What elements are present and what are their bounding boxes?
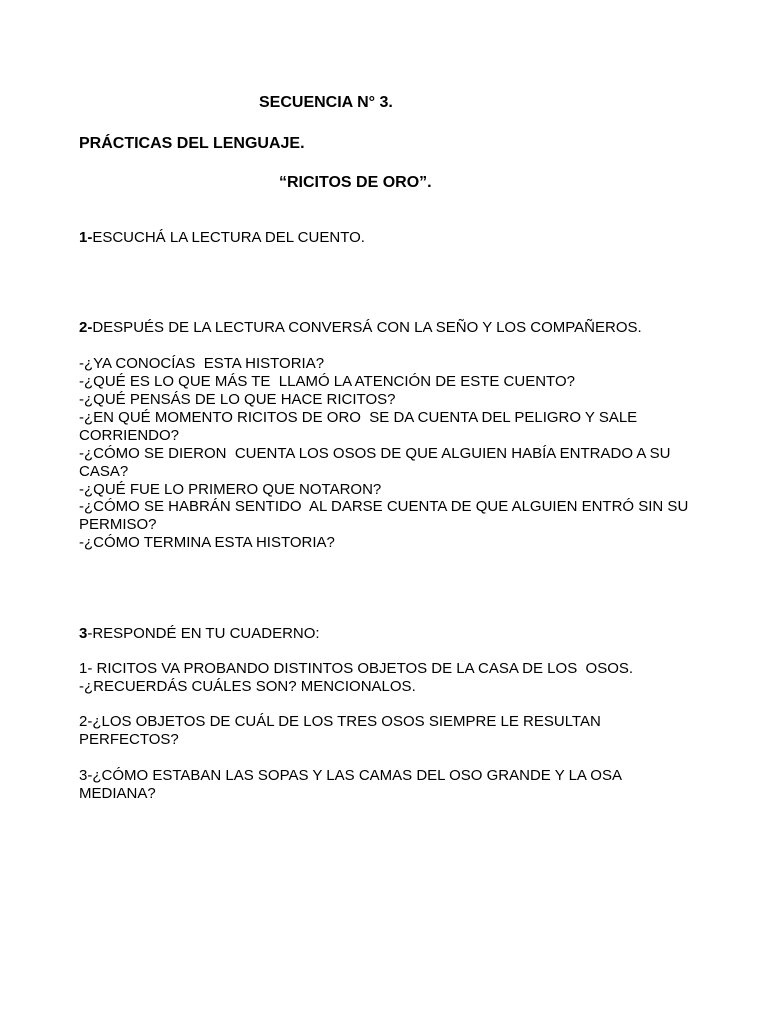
question-line: -¿CÓMO SE DIERON CUENTA LOS OSOS DE QUE ALGUIEN HABÍA ENTRADO A SU bbox=[79, 445, 671, 462]
question-line: -¿QUÉ PENSÁS DE LO QUE HACE RICITOS? bbox=[79, 391, 396, 408]
question-line: -¿QUÉ FUE LO PRIMERO QUE NOTARON? bbox=[79, 481, 382, 498]
section-1-text: ESCUCHÁ LA LECTURA DEL CUENTO. bbox=[92, 229, 365, 246]
section-3 bbox=[79, 625, 320, 643]
question-1-line-1: 1- RICITOS VA PROBANDO DISTINTOS OBJETOS DE LA CASA DE LOS OSOS. bbox=[79, 660, 634, 677]
question-line: -¿EN QUÉ MOMENTO RICITOS DE ORO SE DA CUENTA DEL PELIGRO Y SALE bbox=[79, 409, 638, 426]
section-2-text: DESPUÉS DE LA LECTURA CONVERSÁ CON LA SEÑO Y LOS COMPAÑEROS. bbox=[92, 319, 642, 336]
subject-heading: PRÁCTICAS DEL LENGUAJE. bbox=[79, 135, 305, 152]
question-line: CORRIENDO? bbox=[79, 427, 180, 444]
section-2-number: 2- bbox=[79, 319, 93, 336]
question-3-line-1: 3-¿CÓMO ESTABAN LAS SOPAS Y LAS CAMAS DEL OSO GRANDE Y LA OSA bbox=[79, 767, 622, 784]
question-line: -¿QUÉ ES LO QUE MÁS TE LLAMÓ LA ATENCIÓN DE ESTE CUENTO? bbox=[79, 373, 575, 390]
question-line: -¿YA CONOCÍAS ESTA HISTORIA? bbox=[79, 355, 325, 372]
section-2 bbox=[79, 319, 642, 337]
question-line: CASA? bbox=[79, 463, 129, 480]
section-3-text: -RESPONDÉ EN TU CUADERNO: bbox=[87, 625, 320, 642]
question-2-line-1: 2-¿LOS OBJETOS DE CUÁL DE LOS TRES OSOS SIEMPRE LE RESULTAN bbox=[79, 713, 601, 730]
question-line: -¿CÓMO SE HABRÁN SENTIDO AL DARSE CUENTA DE QUE ALGUIEN ENTRÓ SIN SU bbox=[79, 498, 689, 515]
section-1-number: 1- bbox=[79, 229, 93, 246]
question-3-line-2: MEDIANA? bbox=[79, 785, 156, 802]
section-1 bbox=[79, 229, 365, 247]
question-2-line-2: PERFECTOS? bbox=[79, 731, 179, 748]
question-line: -¿CÓMO TERMINA ESTA HISTORIA? bbox=[79, 534, 335, 551]
section-3-number: 3 bbox=[79, 625, 88, 642]
question-line: PERMISO? bbox=[79, 516, 157, 533]
page-title: SECUENCIA N° 3. bbox=[259, 94, 393, 111]
question-1-line-2: -¿RECUERDÁS CUÁLES SON? MENCIONALOS. bbox=[79, 678, 416, 695]
story-title: “RICITOS DE ORO”. bbox=[279, 174, 432, 191]
